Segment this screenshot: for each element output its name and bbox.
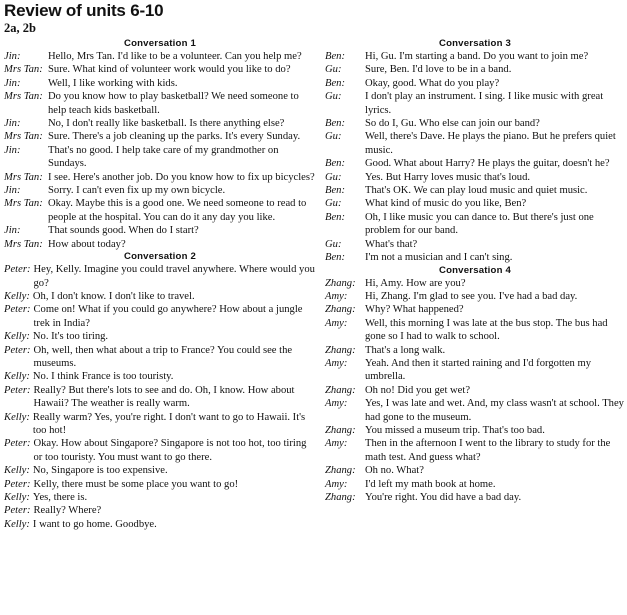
- section-label: 2a, 2b: [4, 21, 36, 35]
- dialogue-text: Oh, I like music you can dance to. But there's just one problem for our band.: [365, 211, 594, 237]
- dialogue-text: That's a long walk.: [365, 344, 446, 356]
- speaker-name: Gu:: [325, 91, 342, 103]
- speaker-name: Kelly:: [4, 411, 30, 423]
- page-title: Review of units 6-10: [4, 1, 164, 20]
- dialogue-text: Oh, well, then what about a trip to France? You could see the museums.: [33, 344, 293, 369]
- speaker-name: Peter:: [4, 264, 31, 276]
- conversation-heading: Conversation 4: [438, 264, 512, 276]
- speaker-name: Jin:: [4, 225, 21, 237]
- dialogue-line: [4, 144, 316, 171]
- speaker-name: Kelly:: [4, 518, 30, 530]
- dialogue-text: Yes, I was late and wet. And, my class wasn't at school. They had gone to the museum.: [365, 398, 624, 423]
- speaker-name: Ben:: [325, 252, 345, 264]
- speaker-name: Peter:: [4, 344, 31, 356]
- dialogue-text: Well, there's Dave. He plays the piano. But he prefers quiet music.: [365, 131, 616, 156]
- dialogue-line: [325, 357, 625, 384]
- speaker-name: Kelly:: [4, 465, 30, 477]
- dialogue-line: [4, 491, 316, 504]
- speaker-name: Zhang:: [325, 344, 356, 356]
- speaker-name: Ben:: [325, 118, 345, 130]
- dialogue-line: [325, 437, 625, 464]
- dialogue-text: Why? What happened?: [365, 304, 464, 316]
- speaker-name: Jin:: [4, 118, 21, 130]
- dialogue-line: [4, 130, 316, 143]
- dialogue-text: Come on! What if you could go anywhere? How about a jungle trek in India?: [33, 304, 303, 329]
- dialogue-line: [325, 491, 625, 504]
- dialogue-text: No. I think France is too touristy.: [32, 371, 174, 383]
- dialogue-text: Hi, Zhang. I'm glad to see you. I've had a bad day.: [365, 290, 578, 302]
- speaker-name: Peter:: [4, 384, 31, 396]
- dialogue-text: I see. Here's another job. Do you know how to fix up bicycles?: [48, 171, 315, 183]
- speaker-name: Gu:: [325, 238, 342, 250]
- dialogue-text: I'm not a musician and I can't sing.: [365, 252, 513, 264]
- left-column: [4, 38, 316, 531]
- speaker-name: Jin:: [4, 185, 21, 197]
- speaker-name: Kelly:: [4, 492, 30, 503]
- dialogue-text: Well, I like working with kids.: [48, 77, 178, 89]
- speaker-name: Amy:: [325, 478, 348, 490]
- conversation-3: [325, 38, 625, 265]
- dialogue-text: That sounds good. When do I start?: [48, 225, 199, 237]
- dialogue-line: [4, 184, 316, 197]
- dialogue-text: Sure, Ben. I'd love to be in a band.: [365, 64, 512, 76]
- dialogue-line: [325, 290, 625, 303]
- speaker-name: Kelly:: [4, 371, 30, 383]
- dialogue-line: [325, 211, 625, 238]
- dialogue-text: Oh no! Did you get wet?: [365, 384, 471, 396]
- dialogue-text: So do I, Gu. Who else can join our band?: [365, 118, 540, 130]
- dialogue-text: No, I don't really like basketball. Is there anything else?: [48, 118, 285, 130]
- speaker-name: Mrs Tan:: [4, 131, 43, 143]
- dialogue-text: I'd left my math book at home.: [365, 478, 496, 490]
- dialogue-line: [325, 317, 625, 344]
- dialogue-line: [325, 63, 625, 76]
- speaker-name: Peter:: [4, 304, 31, 316]
- dialogue-text: No, Singapore is too expensive.: [32, 465, 168, 477]
- dialogue-line: [325, 117, 625, 130]
- conversation-1: [4, 38, 316, 251]
- speaker-name: Zhang:: [325, 384, 356, 396]
- dialogue-line: [325, 184, 625, 197]
- dialogue-line: [4, 263, 316, 290]
- dialogue-line: [4, 464, 316, 477]
- speaker-name: Kelly:: [4, 290, 30, 302]
- dialogue-line: [4, 238, 316, 251]
- dialogue-text: Okay. How about Singapore? Singapore is not too hot, too tiring or too touristy. You must want to go there.: [33, 438, 307, 463]
- dialogue-line: [4, 117, 316, 130]
- dialogue-text: Hello, Mrs Tan. I'd like to be a volunteer. Can you help me?: [48, 51, 302, 62]
- dialogue-text: Really? But there's lots to see and do. Oh, I know. How about Hawaii? The weather is really warm.: [33, 384, 295, 410]
- dialogue-text: Really warm? Yes, you're right. I don't want to go to Hawaii. It's too hot!: [32, 411, 306, 436]
- dialogue-text: Yes, there is.: [32, 492, 88, 503]
- speaker-name: Zhang:: [325, 277, 356, 289]
- dialogue-line: [325, 171, 625, 184]
- speaker-name: Gu:: [325, 198, 342, 210]
- right-column: [325, 38, 625, 504]
- speaker-name: Gu:: [325, 64, 342, 76]
- dialogue-line: [4, 303, 316, 330]
- dialogue-line: [4, 518, 316, 531]
- dialogue-line: [325, 464, 625, 477]
- dialogue-text: No. It's too tiring.: [32, 331, 109, 343]
- speaker-name: Zhang:: [325, 465, 356, 477]
- dialogue-line: [4, 90, 316, 117]
- conversation-4: [325, 265, 625, 505]
- conversation-2: [4, 251, 316, 531]
- dialogue-line: [325, 424, 625, 437]
- dialogue-text: Good. What about Harry? He plays the guitar, doesn't he?: [365, 158, 610, 170]
- dialogue-text: I don't play an instrument. I sing. I like music with great lyrics.: [365, 91, 604, 116]
- speaker-name: Amy:: [325, 317, 348, 329]
- conversation-heading: Conversation 2: [123, 251, 197, 263]
- dialogue-line: [4, 478, 316, 491]
- conversation-heading: Conversation 3: [438, 38, 512, 49]
- dialogue-line: [4, 370, 316, 383]
- dialogue-text: Oh, I don't know. I don't like to travel.: [32, 290, 195, 302]
- speaker-name: Zhang:: [325, 492, 356, 503]
- speaker-name: Jin:: [4, 77, 21, 89]
- dialogue-text: That's OK. We can play loud music and quiet music.: [365, 185, 588, 197]
- dialogue-text: Kelly, there must be some place you want to go!: [33, 478, 239, 490]
- dialogue-line: [4, 384, 316, 411]
- dialogue-line: [325, 384, 625, 397]
- dialogue-text: Hi, Amy. How are you?: [365, 277, 466, 289]
- speaker-name: Kelly:: [4, 331, 30, 343]
- speaker-name: Peter:: [4, 478, 31, 490]
- dialogue-text: What's that?: [365, 238, 418, 250]
- speaker-name: Amy:: [325, 357, 348, 369]
- dialogue-line: [325, 344, 625, 357]
- speaker-name: Mrs Tan:: [4, 238, 43, 250]
- dialogue-line: [325, 77, 625, 90]
- dialogue-line: [4, 411, 316, 438]
- dialogue-line: [4, 437, 316, 464]
- dialogue-text: Sure. There's a job cleaning up the parks. It's every Sunday.: [48, 131, 301, 143]
- dialogue-text: Yes. But Harry loves music that's loud.: [365, 171, 531, 183]
- speaker-name: Gu:: [325, 131, 342, 143]
- dialogue-text: Sure. What kind of volunteer work would you like to do?: [48, 64, 291, 76]
- dialogue-text: Really? Where?: [33, 505, 102, 517]
- speaker-name: Ben:: [325, 77, 345, 89]
- dialogue-line: [325, 478, 625, 491]
- speaker-name: Mrs Tan:: [4, 64, 43, 76]
- conversation-heading: Conversation 1: [123, 38, 197, 49]
- speaker-name: Peter:: [4, 438, 31, 450]
- dialogue-line: [325, 277, 625, 290]
- dialogue-line: [325, 90, 625, 117]
- dialogue-text: You're right. You did have a bad day.: [365, 492, 522, 503]
- dialogue-line: [4, 290, 316, 303]
- speaker-name: Mrs Tan:: [4, 198, 43, 210]
- speaker-name: Ben:: [325, 158, 345, 170]
- dialogue-line: [325, 50, 625, 63]
- dialogue-text: Yeah. And then it started raining and I'd forgotten my umbrella.: [365, 357, 592, 383]
- dialogue-text: How about today?: [48, 238, 126, 250]
- speaker-name: Jin:: [4, 51, 21, 62]
- dialogue-line: [4, 344, 316, 371]
- dialogue-line: [325, 303, 625, 316]
- dialogue-text: You missed a museum trip. That's too bad.: [365, 424, 545, 436]
- speaker-name: Peter:: [4, 505, 31, 517]
- dialogue-text: What kind of music do you like, Ben?: [365, 198, 527, 210]
- dialogue-text: Well, this morning I was late at the bus stop. The bus had gone so I had to walk to school.: [365, 317, 608, 343]
- speaker-name: Ben:: [325, 185, 345, 197]
- speaker-name: Mrs Tan:: [4, 171, 43, 183]
- dialogue-line: [325, 157, 625, 170]
- dialogue-text: Hey, Kelly. Imagine you could travel anywhere. Where would you go?: [33, 264, 315, 289]
- speaker-name: Gu:: [325, 171, 342, 183]
- dialogue-text: That's no good. I help take care of my grandmother on Sundays.: [48, 144, 279, 170]
- dialogue-line: [325, 197, 625, 210]
- dialogue-text: Then in the afternoon I went to the library to study for the math test. And guess what?: [365, 438, 611, 463]
- dialogue-line: [4, 171, 316, 184]
- dialogue-line: [4, 50, 316, 63]
- dialogue-line: [325, 130, 625, 157]
- speaker-name: Ben:: [325, 51, 345, 62]
- speaker-name: Amy:: [325, 398, 348, 410]
- speaker-name: Amy:: [325, 290, 348, 302]
- dialogue-line: [4, 330, 316, 343]
- dialogue-line: [325, 397, 625, 424]
- dialogue-line: [4, 504, 316, 517]
- dialogue-line: [4, 197, 316, 224]
- dialogue-line: [4, 63, 316, 76]
- dialogue-text: Okay, good. What do you play?: [365, 77, 500, 89]
- dialogue-text: Hi, Gu. I'm starting a band. Do you want to join me?: [365, 51, 589, 62]
- dialogue-text: Oh no. What?: [365, 465, 424, 477]
- speaker-name: Zhang:: [325, 304, 356, 316]
- dialogue-line: [4, 77, 316, 90]
- dialogue-text: I want to go home. Goodbye.: [32, 518, 157, 530]
- speaker-name: Mrs Tan:: [4, 91, 43, 103]
- dialogue-line: [4, 224, 316, 237]
- speaker-name: Amy:: [325, 438, 348, 450]
- speaker-name: Zhang:: [325, 424, 356, 436]
- dialogue-line: [325, 238, 625, 251]
- dialogue-line: [325, 251, 625, 264]
- dialogue-text: Sorry. I can't even fix up my own bicycle.: [48, 185, 226, 197]
- speaker-name: Ben:: [325, 211, 345, 223]
- dialogue-text: Okay. Maybe this is a good one. We need someone to read to people at the hospital. You can do it any day you like.: [48, 198, 307, 223]
- speaker-name: Jin:: [4, 144, 21, 156]
- dialogue-text: Do you know how to play basketball? We need someone to help teach kids basketball.: [48, 91, 299, 116]
